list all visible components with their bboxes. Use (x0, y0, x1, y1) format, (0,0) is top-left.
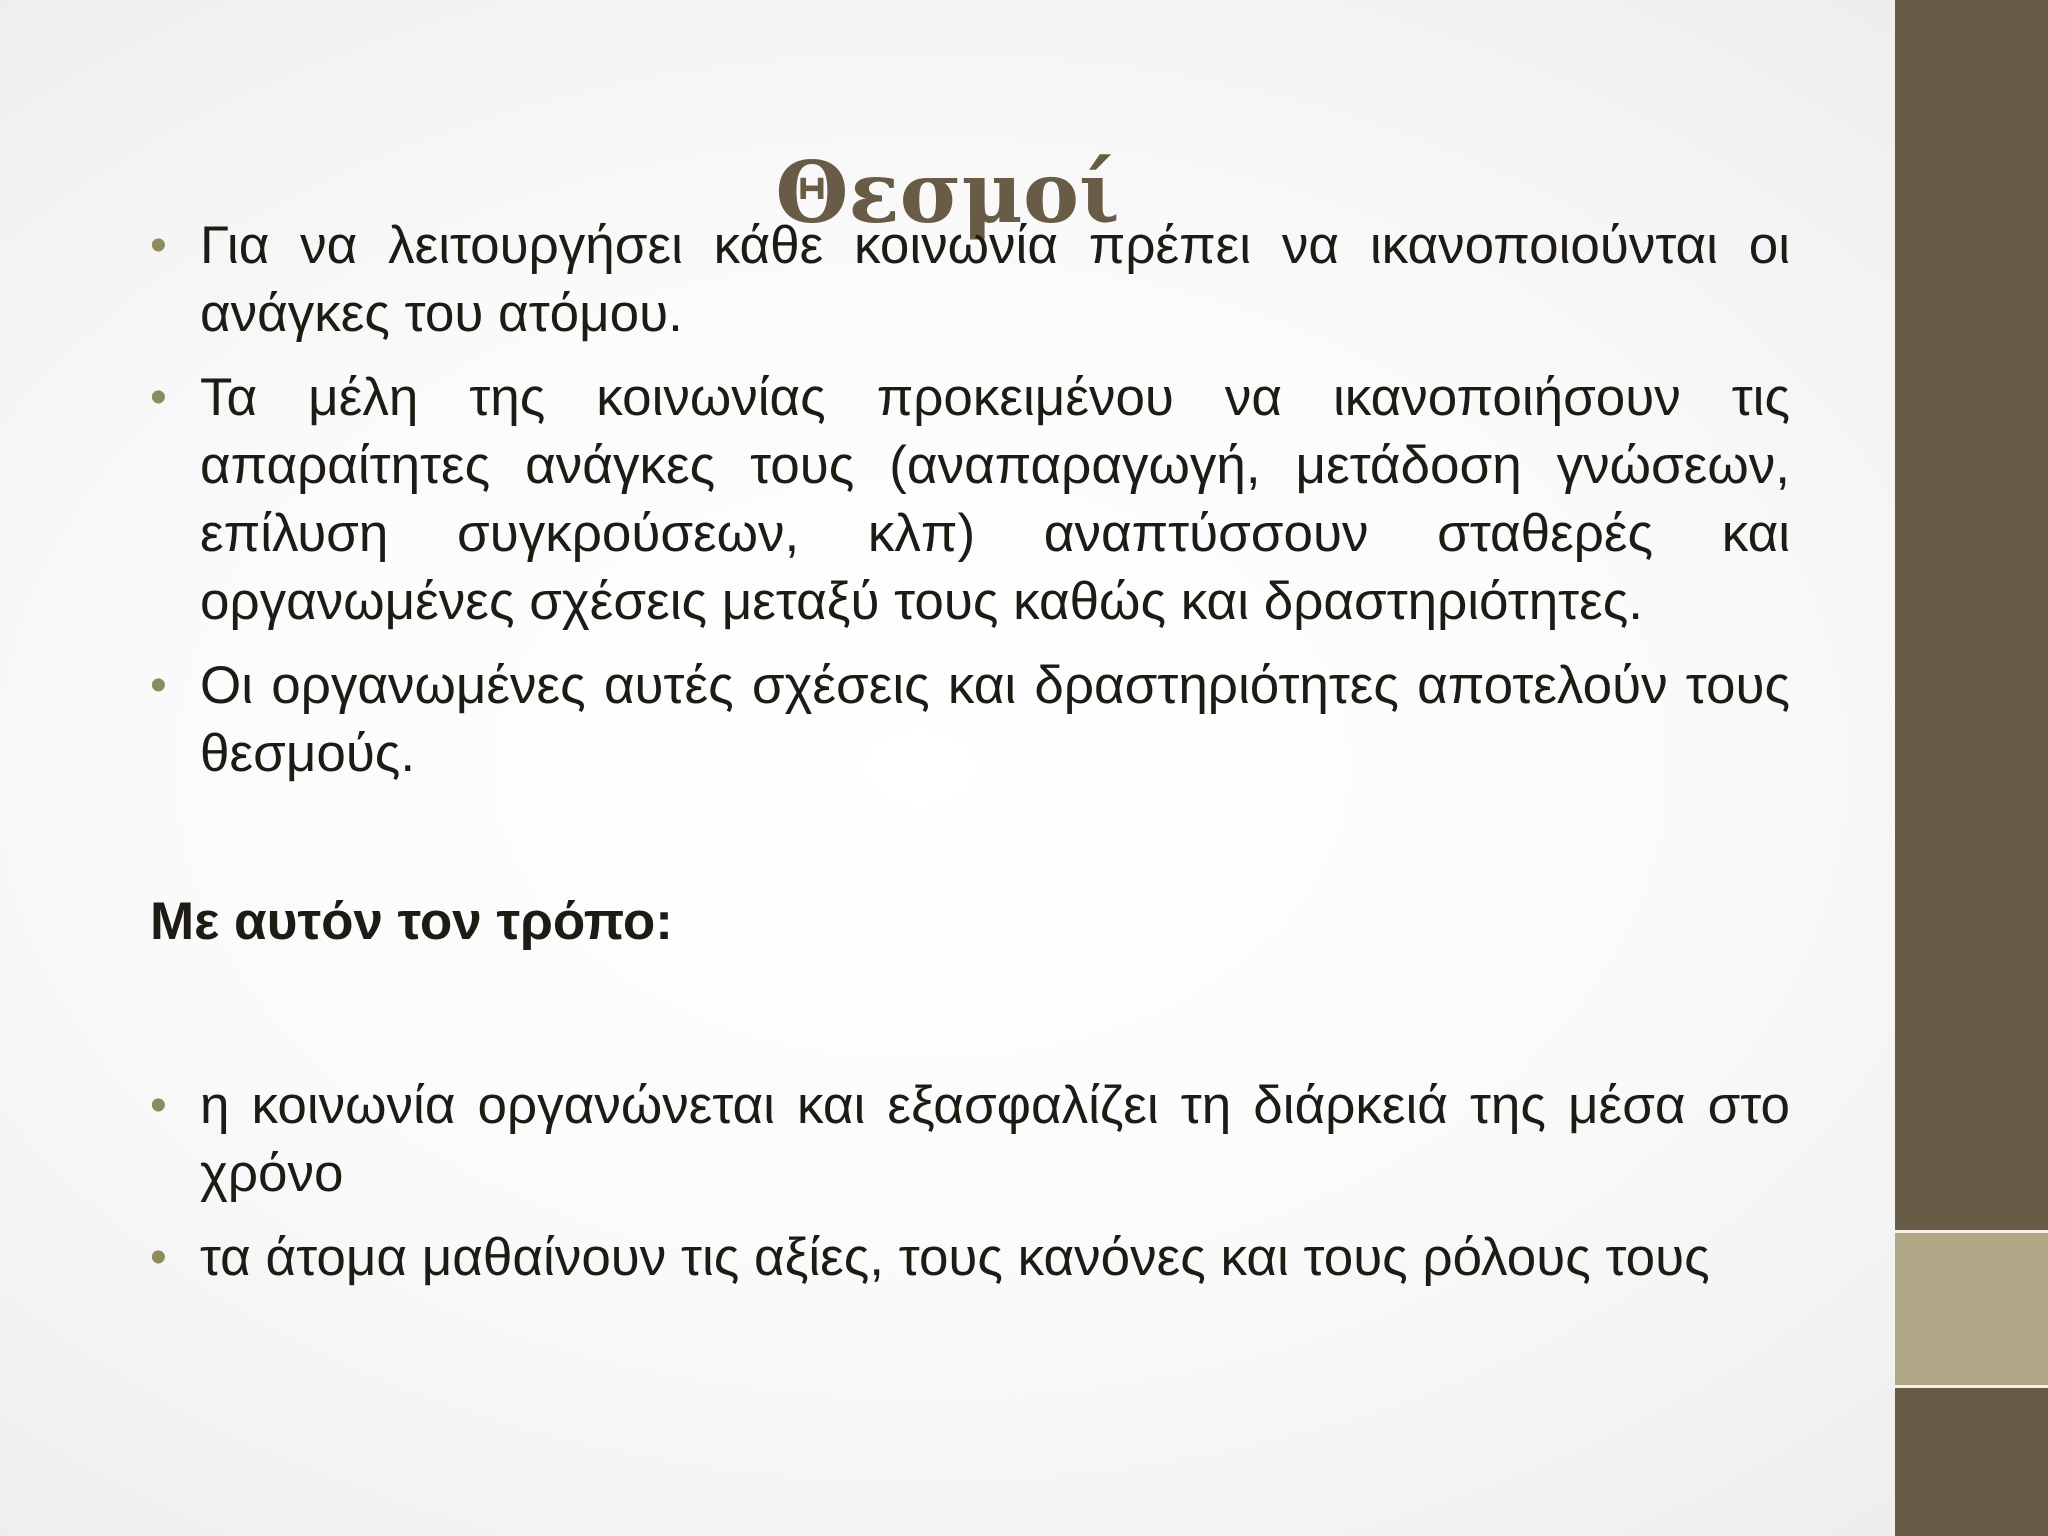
bullet-item (150, 652, 1790, 788)
bullet-list-top (150, 212, 1790, 788)
bullet-item (150, 1072, 1790, 1208)
bullet-item (150, 212, 1790, 348)
bullet-text: η κοινωνία οργανώνεται και εξασφαλίζει τη διάρκειά της μέσα στο χρόνο (200, 1076, 1790, 1203)
bullet-dot-icon: • (150, 659, 167, 712)
bullet-text: τα άτομα μαθαίνουν τις αξίες, τους κανόνες και τους ρόλους τους (200, 1228, 1710, 1287)
bullet-dot-icon: • (150, 1079, 167, 1132)
bullet-dot-icon: • (150, 1231, 167, 1284)
bullet-text: Τα μέλη της κοινωνίας προκειμένου να ικανοποιήσουν τις απαραίτητες ανάγκες τους (αναπαραγωγή, μετάδοση γνώσεων, επίλυση συγκρούσεων, κλπ) αναπτύσσουν σταθερές και οργανωμένες σχέσεις μεταξύ τους καθώς και δραστηριότητες. (200, 368, 1790, 631)
side-accent-block (1895, 1230, 2048, 1388)
bullet-text: Οι οργανωμένες αυτές σχέσεις και δραστηριότητες αποτελούν τους θεσμούς. (200, 656, 1790, 783)
slide-body (150, 212, 1790, 1292)
lead-heading: Με αυτόν τον τρόπο: (150, 892, 673, 951)
bullet-item (150, 364, 1790, 636)
bullet-dot-icon: • (150, 371, 167, 424)
bullet-list-bottom (150, 1072, 1790, 1292)
bullet-item (150, 1224, 1790, 1292)
slide-title: Θεσμοί (775, 143, 1120, 243)
bullet-dot-icon: • (150, 219, 167, 272)
bullet-text: Για να λειτουργήσει κάθε κοινωνία πρέπει να ικανοποιούνται οι ανάγκες του ατόμου. (200, 216, 1790, 343)
